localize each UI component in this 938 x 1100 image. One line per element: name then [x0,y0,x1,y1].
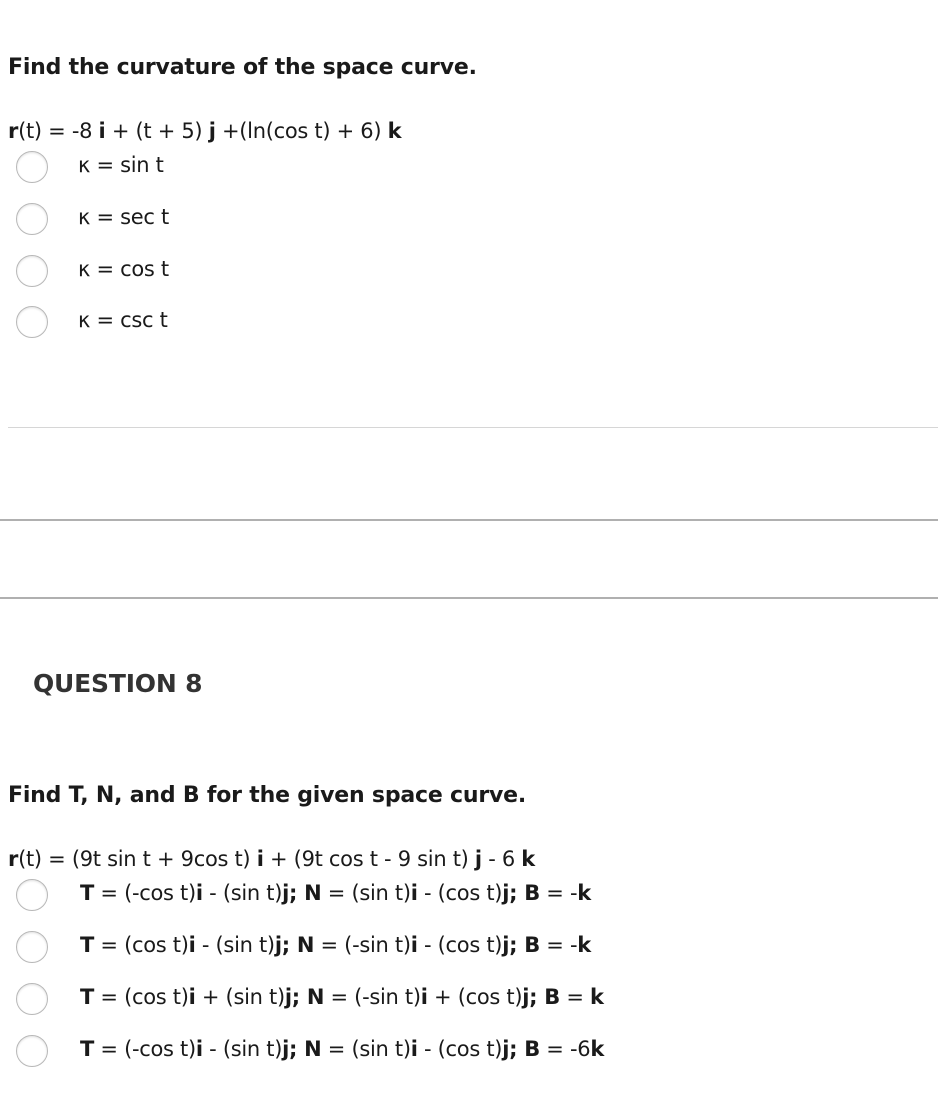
radio-button[interactable] [16,1035,48,1067]
question-7-prompt: Find the curvature of the space curve. [8,55,477,80]
option-label: κ = sin t [78,153,164,177]
question-8-header: QUESTION 8 [33,669,203,698]
radio-button[interactable] [16,306,48,338]
radio-button[interactable] [16,879,48,911]
option-label: T = (-cos t)i - (sin t)j; N = (sin t)i - (cos t)j; B = -k [80,881,591,905]
option-label: κ = cos t [78,257,169,281]
radio-button[interactable] [16,203,48,235]
question-divider [8,427,938,428]
option-label: T = (-cos t)i - (sin t)j; N = (sin t)i - (cos t)j; B = -6k [80,1037,604,1061]
radio-button[interactable] [16,931,48,963]
option-label: κ = csc t [78,308,168,332]
radio-button[interactable] [16,255,48,287]
question-8-prompt: Find T, N, and B for the given space curve. [8,783,527,808]
radio-button[interactable] [16,151,48,183]
option-label: T = (cos t)i - (sin t)j; N = (-sin t)i - (cos t)j; B = -k [80,933,591,957]
radio-button[interactable] [16,983,48,1015]
section-divider [0,519,938,521]
question-8-formula: r(t) = (9t sin t + 9cos t) i + (9t cos t - 9 sin t) j - 6 k [8,847,535,871]
section-divider [0,597,938,599]
option-label: κ = sec t [78,205,169,229]
question-7-formula: r(t) = -8 i + (t + 5) j +(ln(cos t) + 6) k [8,119,402,143]
option-label: T = (cos t)i + (sin t)j; N = (-sin t)i + (cos t)j; B = k [80,985,604,1009]
